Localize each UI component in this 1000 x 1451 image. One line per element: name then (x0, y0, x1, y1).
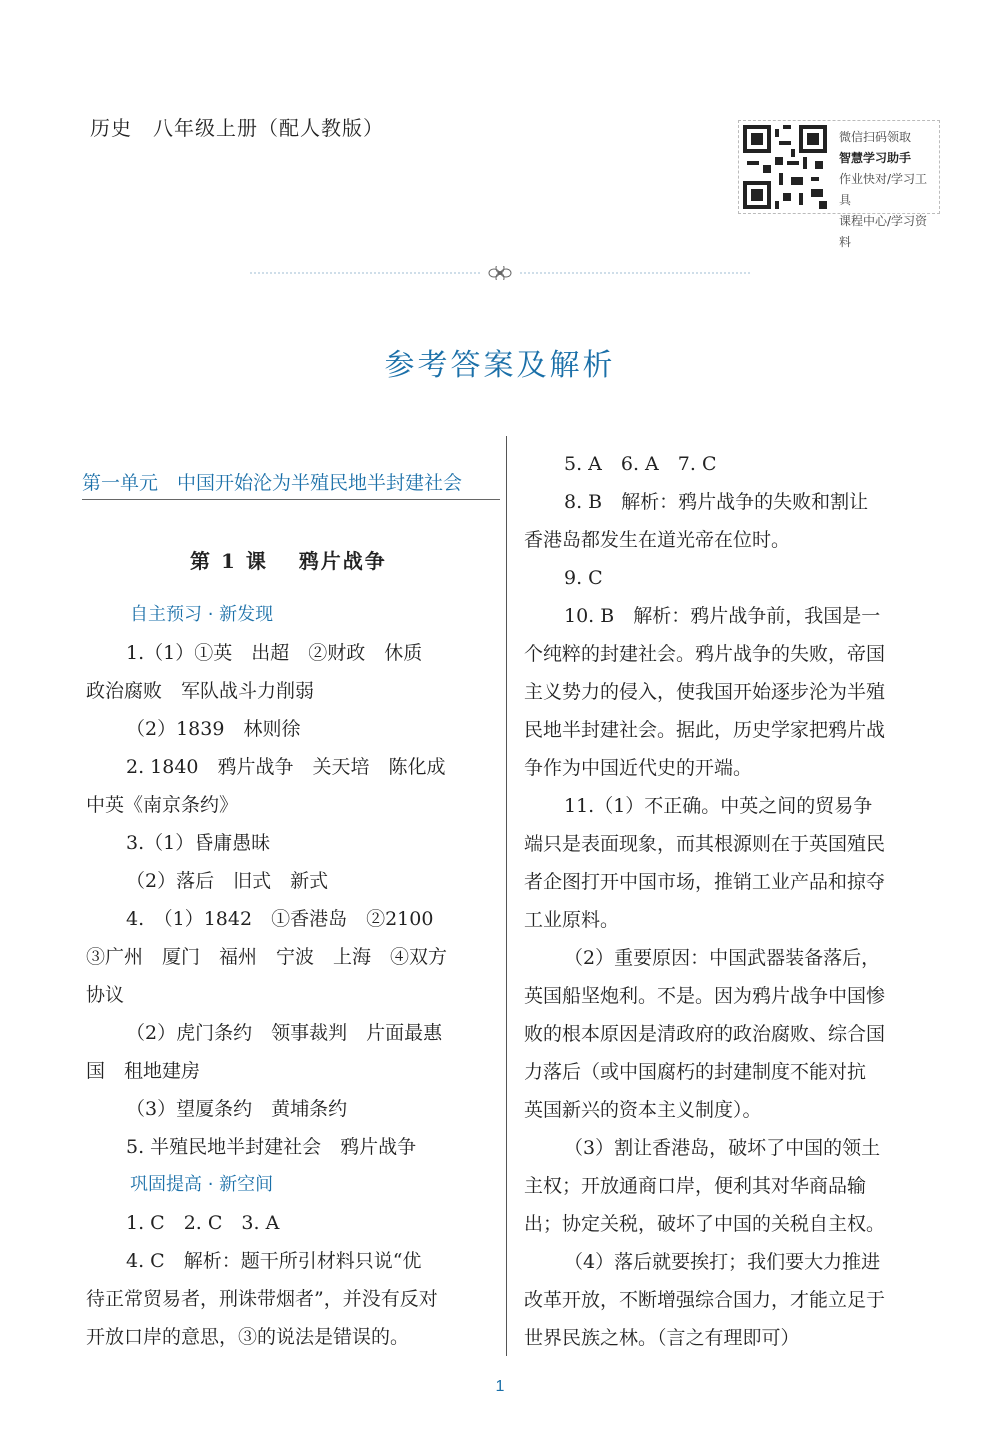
page-number: 1 (495, 1378, 505, 1395)
answer-line: 世界民族之林。（言之有理即可） (524, 1327, 800, 1349)
page-title: 参考答案及解析 (384, 348, 616, 383)
qr-caption-line: 智慧学习助手 (839, 151, 912, 165)
answer-line: 民地半封建社会。据此，历史学家把鸦片战 (524, 719, 886, 741)
flower-ornament-icon (489, 266, 511, 280)
answer-line: 争作为中国近代史的开端。 (524, 757, 753, 779)
answer-line: 5. A 6. A 7. C (564, 453, 717, 475)
answer-line: 4. C 解析：题干所引材料只说“优 (126, 1250, 422, 1272)
left-answer-column (86, 596, 502, 1356)
answer-line: ③广州 厦门 福州 宁波 上海 ④双方 (86, 946, 448, 968)
answer-line: 主权；开放通商口岸，便利其对华商品输 (524, 1175, 867, 1197)
answer-line: 英国船坚炮利。不是。因为鸦片战争中国惨 (524, 985, 886, 1007)
qr-caption-line: 课程中心/学习资料 (839, 214, 928, 249)
answer-line: 端只是表面现象，而其根源则在于英国殖民 (524, 833, 886, 855)
qr-caption-line: 微信扫码领取 (839, 130, 912, 144)
qr-code-panel (738, 120, 940, 249)
unit-title: 第一单元 中国开始沦为半殖民地半封建社会 (82, 472, 463, 494)
answer-line: 主义势力的侵入，使我国开始逐步沦为半殖 (524, 681, 886, 703)
answer-line: 败的根本原因是清政府的政治腐败、综合国 (524, 1023, 886, 1045)
answer-line: 工业原料。 (524, 909, 620, 931)
answer-line: 英国新兴的资本主义制度）。 (524, 1099, 762, 1121)
answer-line: 10. B 解析：鸦片战争前，我国是一 (564, 605, 881, 627)
answer-line: （2）落后 旧式 新式 (126, 870, 329, 892)
answer-line: （4）落后就要挨打；我们要大力推进 (564, 1251, 881, 1273)
answer-line: （3）割让香港岛，破坏了中国的领土 (564, 1137, 881, 1159)
book-header: 历史 八年级上册（配人教版） (90, 116, 384, 140)
answer-line: 3.（1）昏庸愚昧 (126, 832, 271, 854)
answer-line: 1.（1）①英 出超 ②财政 休质 (126, 642, 423, 664)
qr-caption (839, 127, 939, 253)
answer-line: 个纯粹的封建社会。鸦片战争的失败，帝国 (524, 643, 886, 665)
answer-line: （2）虎门条约 领事裁判 片面最惠 (126, 1022, 443, 1044)
answer-line: 香港岛都发生在道光帝在位时。 (524, 529, 791, 551)
section-heading: 自主预习 · 新发现 (130, 604, 274, 625)
answer-line: 1. C 2. C 3. A (126, 1212, 280, 1234)
answer-line: 9. C (564, 567, 603, 589)
answer-line: 开放口岸的意思，③的说法是错误的。 (86, 1326, 410, 1348)
answer-line: 改革开放，不断增强综合国力，才能立足于 (524, 1289, 886, 1311)
section-heading: 巩固提高 · 新空间 (130, 1174, 274, 1195)
answer-line: 国 租地建房 (86, 1060, 201, 1082)
answer-line: （2）重要原因：中国武器装备落后， (564, 947, 881, 969)
answer-line: 11.（1）不正确。中英之间的贸易争 (564, 795, 873, 817)
column-divider (506, 436, 507, 1356)
answer-line: 8. B 解析：鸦片战争的失败和割让 (564, 491, 869, 513)
answer-line: 协议 (86, 984, 125, 1006)
qr-code-icon (743, 125, 827, 209)
answer-line: 出；协定关税，破坏了中国的关税自主权。 (524, 1213, 886, 1235)
answer-line: 力落后（或中国腐朽的封建制度不能对抗 (524, 1061, 867, 1083)
answer-line: 2. 1840 鸦片战争 关天培 陈化成 (126, 756, 446, 778)
answer-line: 4. （1）1842 ①香港岛 ②2100 (126, 908, 434, 930)
lesson-title: 第 1 课 鸦片战争 (190, 549, 387, 573)
answer-line: （2）1839 林则徐 (126, 718, 301, 740)
right-answer-column (524, 445, 934, 1357)
answer-line: （3）望厦条约 黄埔条约 (126, 1098, 348, 1120)
answer-line: 5. 半殖民地半封建社会 鸦片战争 (126, 1136, 417, 1158)
answer-line: 待正常贸易者，刑诛带烟者”，并没有反对 (86, 1288, 438, 1310)
answer-line: 中英《南京条约》 (86, 794, 239, 816)
qr-caption-line: 作业快对/学习工具 (839, 172, 928, 207)
answer-line: 者企图打开中国市场，推销工业产品和掠夺 (524, 871, 886, 893)
answer-line: 政治腐败 军队战斗力削弱 (86, 680, 315, 702)
ornamental-divider (250, 266, 750, 280)
unit-rule (82, 499, 500, 500)
